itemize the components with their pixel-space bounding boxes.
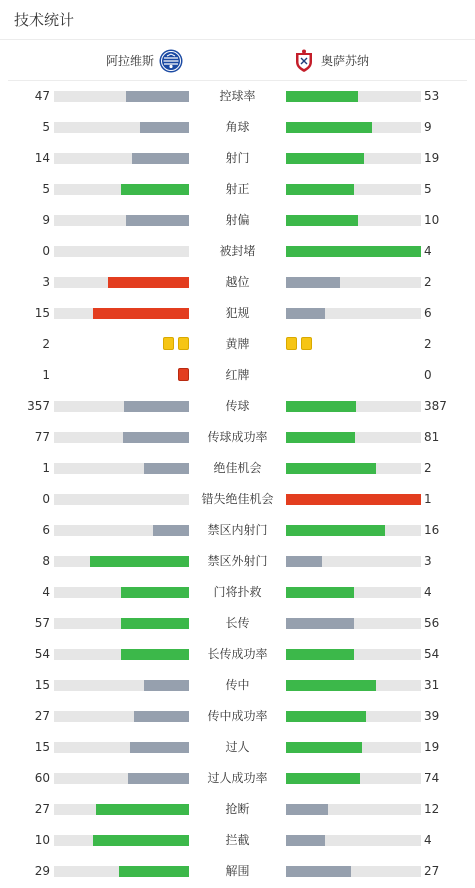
stat-row [0,670,475,701]
stat-label: 绝佳机会 [213,461,262,475]
home-stat-value: 4 [42,585,50,599]
home-stat-bar [54,432,189,443]
stat-label: 犯规 [225,306,250,320]
away-stat-bar-fill [286,587,354,598]
stat-label: 解围 [225,864,250,878]
home-stat-bar-fill [108,277,189,288]
home-stat-bar [54,587,189,598]
home-stat-value: 47 [34,89,50,103]
stat-row [0,763,475,794]
home-stat-value: 15 [34,306,50,320]
home-stat-bar-fill [144,680,189,691]
away-stat-bar-fill [286,680,376,691]
away-stat-value: 6 [424,306,432,320]
away-stat-bar [286,587,421,598]
home-stat-value: 27 [34,802,50,816]
home-stat-value: 54 [34,647,50,661]
home-stat-bar-fill [93,835,189,846]
stat-row [0,794,475,825]
away-stat-bar-fill [286,277,340,288]
home-stat-bar [54,153,189,164]
stat-label: 禁区内射门 [207,523,268,537]
home-stat-value: 27 [34,709,50,723]
away-stat-bar [286,153,421,164]
stat-row [0,360,475,391]
away-stat-bar-fill [286,153,364,164]
home-stat-bar [54,277,189,288]
home-cards [178,368,189,382]
stats-list [0,81,475,887]
away-stat-value: 12 [424,802,440,816]
home-stat-value: 10 [34,833,50,847]
home-stat-bar-fill [144,463,189,474]
alaves-crest-icon [159,49,183,73]
home-stat-bar-fill [121,649,189,660]
stat-label: 传球成功率 [207,430,268,444]
away-stat-value: 5 [424,182,432,196]
away-stat-value: 19 [424,151,440,165]
stat-label: 黄牌 [225,337,250,351]
home-stat-value: 29 [34,864,50,878]
home-stat-value: 57 [34,616,50,630]
stat-row [0,515,475,546]
home-stat-value: 8 [42,554,50,568]
stat-label: 门将扑救 [213,585,262,599]
away-stat-bar [286,494,421,505]
home-stat-bar [54,184,189,195]
stat-row [0,608,475,639]
away-stat-bar [286,91,421,102]
away-stat-value: 56 [424,616,440,630]
away-stat-bar [286,649,421,660]
osasuna-crest-icon [292,49,316,73]
home-stat-bar-fill [93,308,189,319]
away-stat-bar [286,804,421,815]
away-stat-value: 4 [424,585,432,599]
home-stat-value: 77 [34,430,50,444]
away-cards [286,337,312,351]
away-stat-bar-fill [286,711,366,722]
home-stat-value: 1 [42,461,50,475]
stat-label: 过人成功率 [207,771,268,785]
stat-row [0,546,475,577]
away-stat-value: 27 [424,864,440,878]
stat-row [0,856,475,887]
home-stat-bar [54,835,189,846]
home-stat-value: 357 [27,399,50,413]
home-stat-bar-fill [140,122,189,133]
away-stat-bar-fill [286,215,358,226]
stat-row [0,112,475,143]
away-stat-value: 81 [424,430,440,444]
home-stat-bar [54,91,189,102]
away-stat-bar-fill [286,866,351,877]
away-stat-bar [286,308,421,319]
away-stat-bar-fill [286,432,355,443]
stat-row [0,577,475,608]
yellow-card-icon [286,337,297,350]
home-stat-bar-fill [153,525,189,536]
home-stat-bar-fill [126,91,189,102]
stat-row [0,391,475,422]
home-team[interactable] [106,40,183,81]
away-stat-value: 19 [424,740,440,754]
away-stat-bar [286,835,421,846]
stat-label: 拦截 [225,833,250,847]
home-stat-bar-fill [126,215,189,226]
away-team-name: 奥萨苏纳 [321,54,370,68]
away-stat-bar [286,866,421,877]
stat-label: 传中 [225,678,250,692]
home-stat-value: 60 [34,771,50,785]
home-stat-bar-fill [121,618,189,629]
away-stat-bar [286,742,421,753]
home-stat-bar [54,866,189,877]
stat-row [0,701,475,732]
stat-row [0,236,475,267]
home-stat-bar-fill [134,711,189,722]
home-stat-bar-fill [123,432,189,443]
away-stat-bar [286,277,421,288]
away-stat-bar-fill [286,91,358,102]
away-stat-bar-fill [286,494,421,505]
stat-row [0,81,475,112]
away-stat-value: 387 [424,399,447,413]
away-stat-value: 1 [424,492,432,506]
away-stat-bar-fill [286,773,360,784]
teams-bar [8,40,467,81]
away-stat-bar [286,680,421,691]
home-stat-bar-fill [132,153,189,164]
away-stat-bar-fill [286,184,354,195]
stat-label: 传中成功率 [207,709,268,723]
home-stat-value: 9 [42,213,50,227]
stat-label: 越位 [225,275,250,289]
away-stat-bar [286,401,421,412]
away-stat-bar-fill [286,246,421,257]
home-stat-bar-fill [124,401,189,412]
away-stat-bar [286,184,421,195]
away-stat-value: 2 [424,275,432,289]
stat-row [0,205,475,236]
stat-label: 错失绝佳机会 [201,492,274,506]
stat-label: 红牌 [225,368,250,382]
stat-label: 禁区外射门 [207,554,268,568]
away-stat-value: 4 [424,244,432,258]
away-stat-value: 2 [424,337,432,351]
home-stat-bar [54,525,189,536]
home-stat-bar [54,308,189,319]
away-stat-value: 31 [424,678,440,692]
away-stat-bar [286,618,421,629]
stat-label: 被封堵 [219,244,256,258]
home-stat-bar [54,463,189,474]
away-stat-value: 9 [424,120,432,134]
home-stat-bar [54,773,189,784]
away-stat-bar-fill [286,649,354,660]
away-stat-bar [286,773,421,784]
home-stat-bar [54,742,189,753]
away-stat-bar-fill [286,742,362,753]
away-stat-value: 2 [424,461,432,475]
stat-row [0,639,475,670]
home-stat-value: 14 [34,151,50,165]
away-stat-bar-fill [286,525,385,536]
stat-row [0,825,475,856]
away-stat-bar-fill [286,804,328,815]
away-stat-bar-fill [286,835,325,846]
red-card-icon [178,368,189,381]
stat-row [0,484,475,515]
home-stat-bar [54,680,189,691]
home-stat-value: 6 [42,523,50,537]
away-stat-value: 54 [424,647,440,661]
away-stat-bar [286,122,421,133]
away-stat-value: 74 [424,771,440,785]
home-stat-value: 5 [42,120,50,134]
away-stat-bar-fill [286,122,372,133]
home-stat-value: 3 [42,275,50,289]
stat-row [0,174,475,205]
away-team[interactable] [292,40,369,81]
page-title: 技术统计 [14,11,75,29]
home-stat-value: 2 [42,337,50,351]
away-stat-value: 3 [424,554,432,568]
stat-row [0,267,475,298]
stat-label: 射门 [225,151,250,165]
away-stat-value: 4 [424,833,432,847]
home-stat-bar-fill [121,184,189,195]
stat-row [0,732,475,763]
home-team-name: 阿拉维斯 [105,54,154,68]
away-stat-bar [286,711,421,722]
home-stat-bar-fill [130,742,189,753]
home-stat-value: 0 [42,244,50,258]
stat-label: 射偏 [225,213,250,227]
stat-row [0,329,475,360]
stat-label: 控球率 [219,89,256,103]
home-cards [163,337,189,351]
away-stat-value: 39 [424,709,440,723]
home-stat-bar [54,215,189,226]
home-stat-value: 15 [34,678,50,692]
home-stat-bar-fill [90,556,189,567]
home-stat-value: 5 [42,182,50,196]
home-stat-bar [54,649,189,660]
home-stat-value: 0 [42,492,50,506]
yellow-card-icon [178,337,189,350]
away-stat-bar-fill [286,463,376,474]
stat-label: 传球 [225,399,250,413]
home-stat-bar-fill [128,773,189,784]
stat-row [0,453,475,484]
home-stat-bar [54,711,189,722]
stat-label: 抢断 [225,802,250,816]
home-stat-bar [54,618,189,629]
away-stat-bar [286,246,421,257]
stat-label: 射正 [225,182,250,196]
away-stat-bar-fill [286,556,322,567]
away-stat-value: 0 [424,368,432,382]
stats-header [0,0,475,40]
home-stat-bar-fill [96,804,189,815]
away-stat-bar [286,215,421,226]
away-stat-bar-fill [286,618,354,629]
home-stat-bar-fill [121,587,189,598]
stat-label: 角球 [225,120,250,134]
stat-label: 长传 [225,616,250,630]
away-stat-value: 10 [424,213,440,227]
stat-label: 长传成功率 [207,647,268,661]
away-stat-bar [286,432,421,443]
home-stat-value: 15 [34,740,50,754]
home-stat-bar [54,804,189,815]
away-stat-bar-fill [286,401,356,412]
home-stat-bar [54,401,189,412]
away-stat-bar [286,525,421,536]
stat-label: 过人 [225,740,250,754]
yellow-card-icon [301,337,312,350]
stat-row [0,298,475,329]
home-stat-bar-fill [119,866,189,877]
home-stat-bar [54,246,189,257]
away-stat-value: 53 [424,89,440,103]
home-stat-value: 1 [42,368,50,382]
away-stat-value: 16 [424,523,440,537]
stat-row [0,422,475,453]
away-stat-bar [286,556,421,567]
yellow-card-icon [163,337,174,350]
stat-row [0,143,475,174]
away-stat-bar-fill [286,308,325,319]
home-stat-bar [54,494,189,505]
home-stat-bar [54,122,189,133]
home-stat-bar [54,556,189,567]
away-stat-bar [286,463,421,474]
